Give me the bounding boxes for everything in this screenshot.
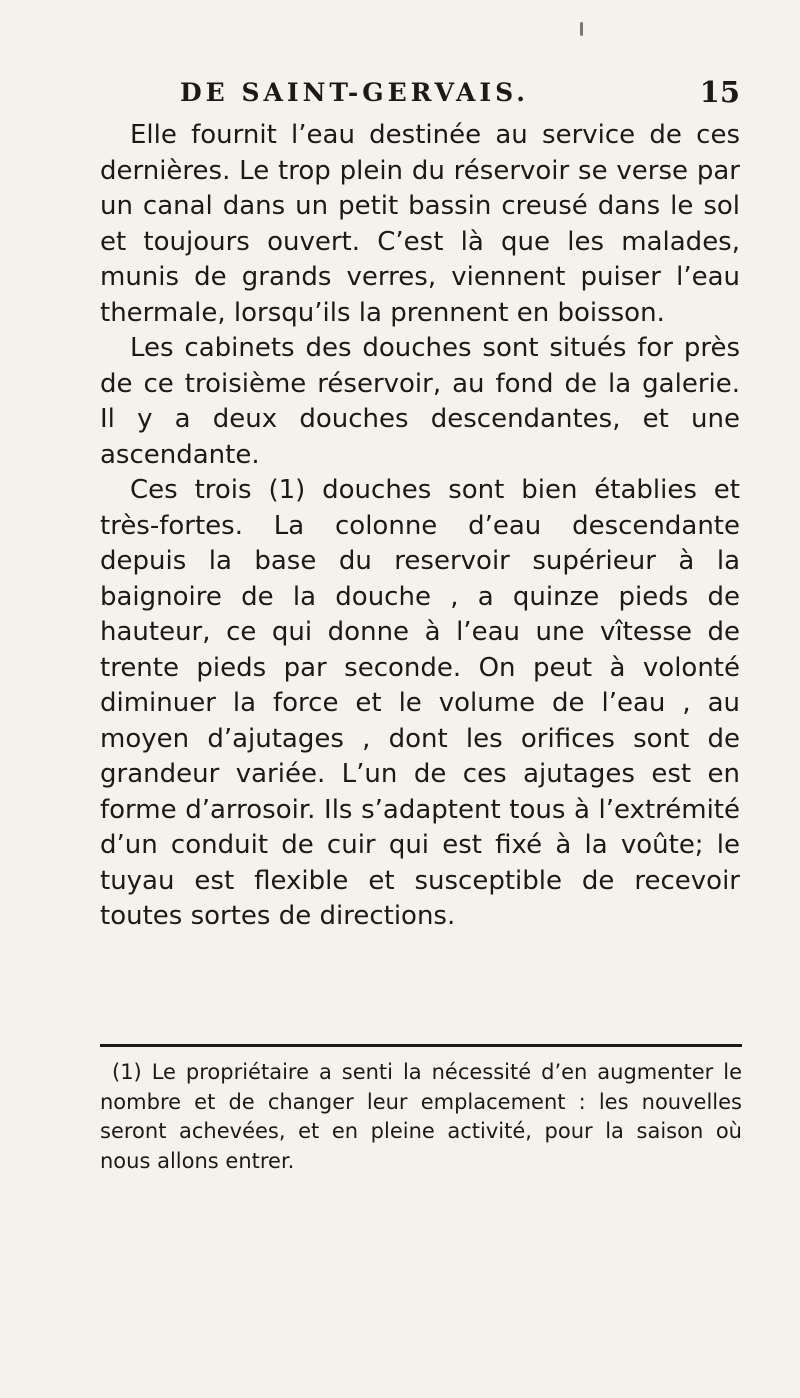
- running-title: DE SAINT-GERVAIS.: [180, 78, 529, 107]
- paragraph: Les cabinets des douches sont situés for près de ce troisième réservoir, au fond de la galerie. Il y a deux douches descendantes, et une ascendante.: [100, 333, 740, 470]
- footnote: (1) Le propriétaire a senti la nécessité d’en augmenter le nombre et de changer leur emplacement : les nouvelles seront achevées, et en pleine activité, pour la saison où nous allons entrer.: [100, 1060, 742, 1173]
- page-number: 15: [699, 75, 740, 109]
- footnote-divider: [100, 1044, 742, 1047]
- paragraph: Elle fournit l’eau destinée au service de ces dernières. Le trop plein du réservoir se verse par un canal dans un petit bassin creusé dans le sol et toujours ouvert. C’est là que les malades, munis de grands verres, viennent puiser l’eau thermale, lorsqu’ils la prennent en boisson.: [100, 120, 740, 328]
- running-head: [180, 75, 740, 118]
- body-text: [100, 118, 740, 935]
- ink-mark: [580, 22, 583, 36]
- paragraph: Ces trois (1) douches sont bien établies et très-fortes. La colonne d’eau descendante depuis la base du reservoir supérieur à la baignoire de la douche , a quinze pieds de hauteur, ce qui donne à l’eau une vîtesse de trente pieds par seconde. On peut à volonté diminuer la force et le volume de l’eau , au moyen d’ajutages , dont les orifices sont de grandeur variée. L’un de ces ajutages est en forme d’arrosoir. Ils s’adaptent tous à l’extrémité d’un conduit de cuir qui est fixé à la voûte; le tuyau est flexible et susceptible de recevoir toutes sortes de directions.: [100, 475, 740, 931]
